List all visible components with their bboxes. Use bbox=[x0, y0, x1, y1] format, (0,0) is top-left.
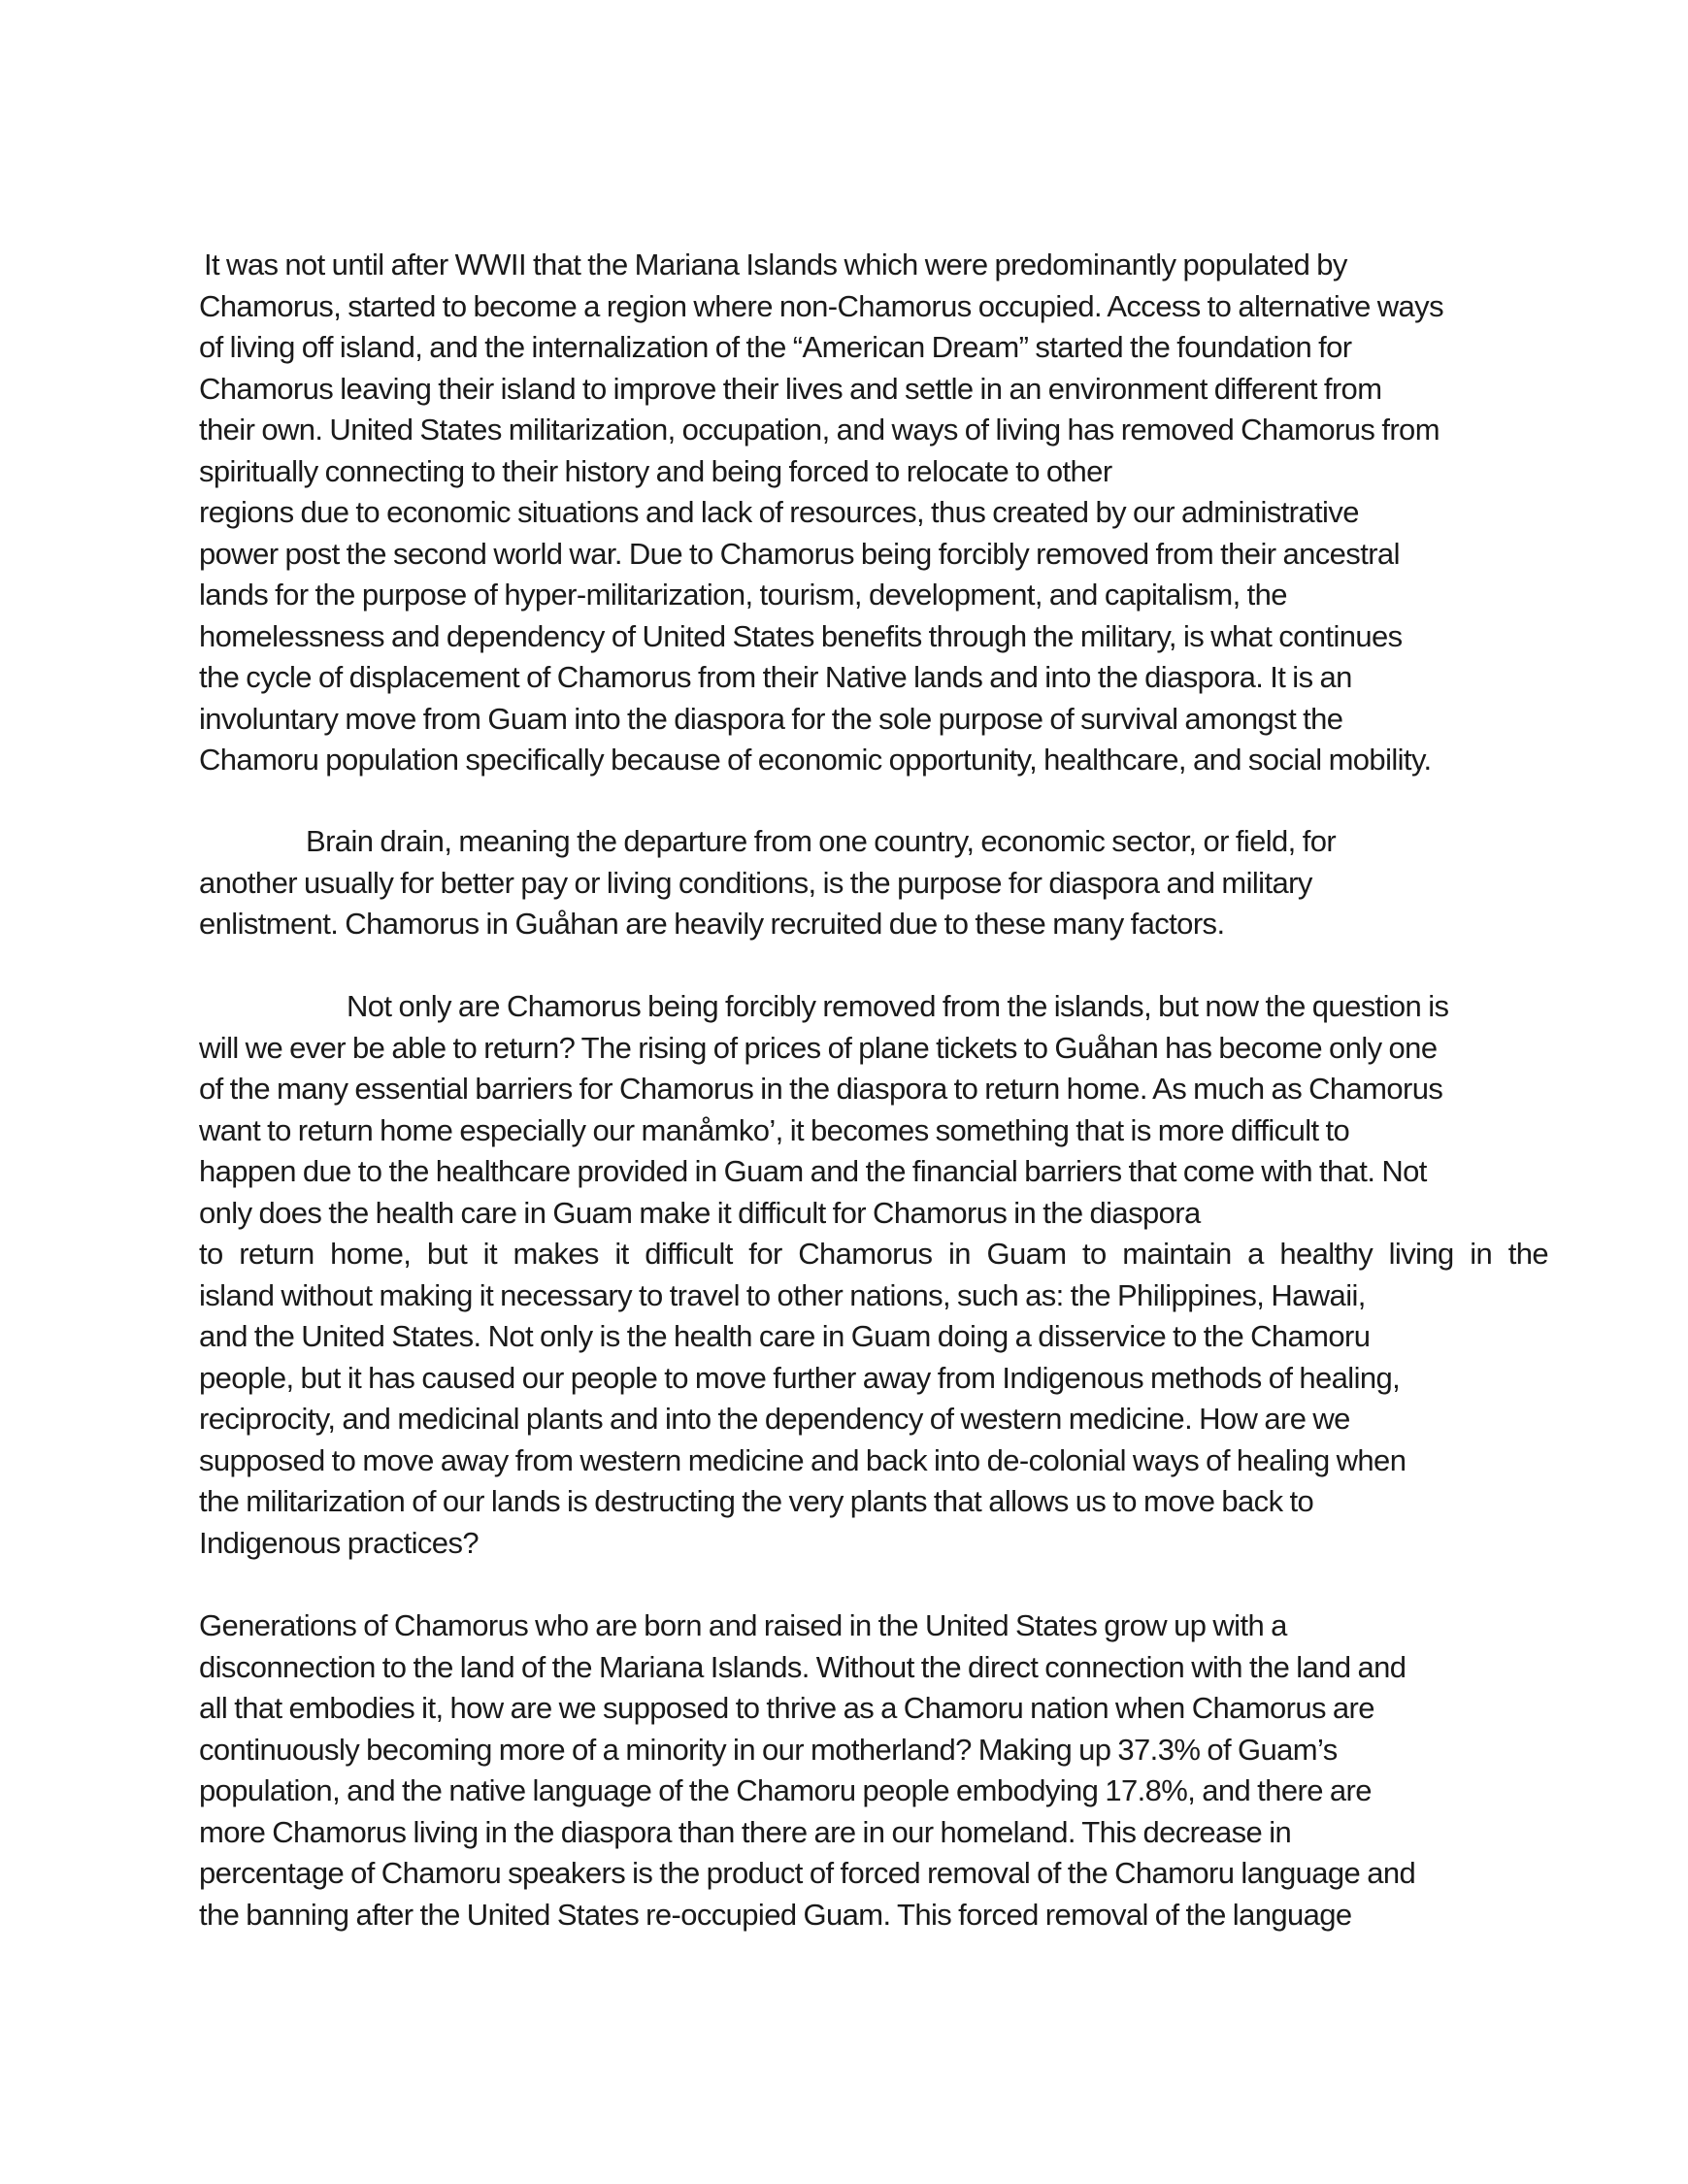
text-line: only does the health care in Guam make it difficult for Chamorus in the diaspora bbox=[199, 1195, 1201, 1230]
text-line: happen due to the healthcare provided in Guam and the financial barriers that come with that. Not bbox=[199, 1154, 1427, 1188]
text-line: of living off island, and the internalization of the “American Dream” started the foundation for bbox=[199, 330, 1352, 364]
text-line: more Chamorus living in the diaspora than there are in our homeland. This decrease in bbox=[199, 1814, 1292, 1849]
text-line: Brain drain, meaning the departure from one country, economic sector, or field, for bbox=[306, 824, 1337, 858]
text-line: involuntary move from Guam into the diaspora for the sole purpose of survival amongst the bbox=[199, 701, 1343, 736]
text-line: of the many essential barriers for Chamorus in the diaspora to return home. As much as Chamorus bbox=[199, 1072, 1443, 1106]
paragraph-1 bbox=[199, 245, 1548, 781]
text-line: lands for the purpose of hyper-militarization, tourism, development, and capitalism, the bbox=[199, 578, 1287, 612]
text-line: will we ever be able to return? The rising of prices of plane tickets to Guåhan has become only one bbox=[199, 1030, 1438, 1065]
text-line: island without making it necessary to travel to other nations, such as: the Philippines, Hawaii, bbox=[199, 1277, 1366, 1312]
text-line: enlistment. Chamorus in Guåhan are heavily recruited due to these many factors. bbox=[199, 907, 1225, 941]
text-line: another usually for better pay or living conditions, is the purpose for diaspora and military bbox=[199, 865, 1312, 900]
text-line: their own. United States militarization, occupation, and ways of living has removed Chamorus from bbox=[199, 413, 1440, 447]
text-line: the militarization of our lands is destructing the very plants that allows us to move back to bbox=[199, 1484, 1314, 1518]
text-line: want to return home especially our manåmko’, it becomes something that is more difficult to bbox=[199, 1112, 1350, 1147]
text-line: reciprocity, and medicinal plants and into the dependency of western medicine. How are we bbox=[199, 1402, 1350, 1436]
text-line: people, but it has caused our people to move further away from Indigenous methods of healing, bbox=[199, 1360, 1401, 1395]
text-line: continuously becoming more of a minority in our motherland? Making up 37.3% of Guam’s bbox=[199, 1732, 1338, 1767]
text-line: Chamoru population specifically because of economic opportunity, healthcare, and social mobility. bbox=[199, 743, 1432, 777]
text-line: power post the second world war. Due to Chamorus being forcibly removed from their ancestral bbox=[199, 536, 1400, 571]
paragraph-4 bbox=[199, 1605, 1548, 1936]
text-line: supposed to move away from western medicine and back into de-colonial ways of healing when bbox=[199, 1442, 1407, 1477]
text-line: the banning after the United States re-occupied Guam. This forced removal of the language bbox=[199, 1897, 1352, 1932]
text-line: Generations of Chamorus who are born and raised in the United States grow up with a bbox=[199, 1608, 1287, 1642]
text-line: regions due to economic situations and lack of resources, thus created by our administrative bbox=[199, 495, 1359, 529]
text-line: homelessness and dependency of United States benefits through the military, is what continues bbox=[199, 618, 1403, 653]
text-line: disconnection to the land of the Mariana Islands. Without the direct connection with the land and bbox=[199, 1649, 1407, 1684]
paragraph-2 bbox=[199, 821, 1548, 945]
text-line: population, and the native language of the Chamoru people embodying 17.8%, and there are bbox=[199, 1773, 1372, 1807]
text-line: Chamorus leaving their island to improve their lives and settle in an environment different from bbox=[199, 371, 1382, 406]
paragraph-3 bbox=[199, 986, 1548, 1564]
text-line: Not only are Chamorus being forcibly removed from the islands, but now the question is bbox=[347, 989, 1449, 1023]
text-line: Chamorus, started to become a region where non-Chamorus occupied. Access to alternative ways bbox=[199, 288, 1443, 323]
text-line: to return home, but it makes it difficult for Chamorus in Guam to maintain a healthy living in the bbox=[199, 1237, 1548, 1271]
text-line: Indigenous practices? bbox=[199, 1525, 479, 1560]
text-line: all that embodies it, how are we supposed to thrive as a Chamoru nation when Chamorus are bbox=[199, 1691, 1374, 1725]
text-line: spiritually connecting to their history and being forced to relocate to other bbox=[199, 453, 1112, 488]
text-line: It was not until after WWII that the Mariana Islands which were predominantly populated by bbox=[204, 248, 1347, 281]
text-line: and the United States. Not only is the health care in Guam doing a disservice to the Chamoru bbox=[199, 1319, 1371, 1353]
text-line: the cycle of displacement of Chamorus from their Native lands and into the diaspora. It is an bbox=[199, 660, 1352, 694]
text-line: percentage of Chamoru speakers is the product of forced removal of the Chamoru language and bbox=[199, 1856, 1416, 1890]
